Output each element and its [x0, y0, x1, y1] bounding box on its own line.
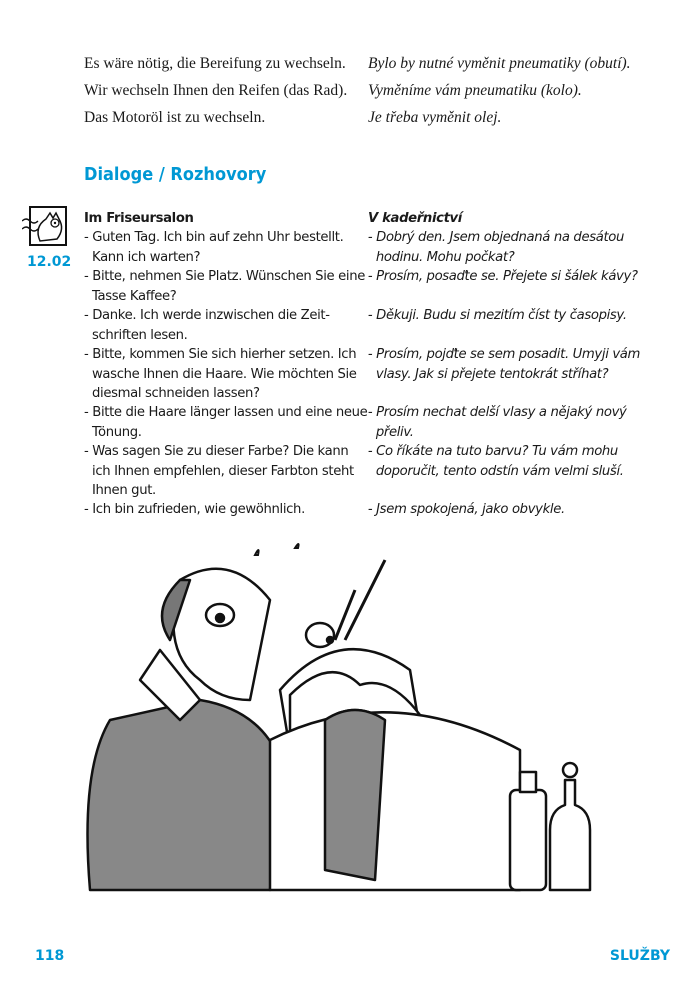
line-de: - Ich bin zufrieden, wie gewöhnlich. — [84, 502, 305, 517]
line-de: - Danke. Ich werde inzwischen die Zeitschriften lesen. — [84, 308, 330, 343]
dialog-row — [84, 345, 644, 403]
dialog-row — [84, 442, 644, 500]
line-de: - Bitte die Haare länger lassen und eine neue Tönung. — [84, 405, 368, 440]
phrase-de: Das Motoröl ist zu wechseln. — [84, 109, 266, 126]
line-cz: - Prosím, pojďte se sem posadit. Umyji vám vlasy. Jak si přejete tentokrát stříhat? — [367, 347, 641, 382]
phrase-cz: Vyměníme vám pneumatiku (kolo). — [368, 82, 582, 99]
line-de: - Bitte, nehmen Sie Platz. Wünschen Sie eine Tasse Kaffee? — [84, 269, 365, 304]
audio-listen-icon[interactable] — [22, 205, 70, 249]
hairdresser-illustration — [80, 540, 620, 900]
page-number: 118 — [35, 948, 65, 964]
section-name: SLUŽBY — [609, 948, 670, 964]
line-cz: - Prosím, posaďte se. Přejete si šálek kávy? — [367, 269, 638, 284]
dialog-title-cz: V kadeřnictví — [368, 210, 462, 226]
phrase-de: Es wäre nötig, die Bereifung zu wechseln. — [84, 55, 346, 72]
line-cz: - Co říkáte na tuto barvu? Tu vám mohu doporučit, tento odstín vám velmi sluší. — [367, 444, 624, 479]
dialog-row — [84, 228, 644, 267]
phrase-cz: Bylo by nutné vyměnit pneumatiky (obutí). — [368, 55, 631, 72]
line-cz: - Děkuji. Budu si mezitím číst ty časopisy. — [367, 308, 627, 323]
dialog-row — [84, 500, 644, 520]
dialog-title-de: Im Friseursalon — [84, 210, 194, 226]
track-number: 12.02 — [27, 254, 72, 270]
dialog-row — [84, 403, 644, 442]
phrase-cz: Je třeba vyměnit olej. — [368, 109, 502, 126]
phrase-de: Wir wechseln Ihnen den Reifen (das Rad). — [84, 82, 348, 99]
line-cz: - Jsem spokojená, jako obvykle. — [367, 502, 565, 517]
line-cz: - Prosím nechat delší vlasy a nějaký nový přeliv. — [367, 405, 627, 440]
dialog-row — [84, 267, 644, 306]
line-de: - Was sagen Sie zu dieser Farbe? Die kann ich Ihnen empfehlen, dieser Farbton steht Ihnen gut. — [84, 444, 354, 498]
section-title: Dialoge / Rozhovory — [84, 164, 267, 185]
dialog-header — [84, 203, 644, 228]
dialog — [84, 203, 644, 520]
line-cz: - Dobrý den. Jsem objednaná na desátou hodinu. Mohu počkat? — [367, 230, 625, 265]
line-de: - Bitte, kommen Sie sich hierher setzen. Ich wasche Ihnen die Haare. Wie möchten Sie diesmal schneiden lassen? — [84, 347, 357, 401]
line-de: - Guten Tag. Ich bin auf zehn Uhr bestellt. Kann ich warten? — [84, 230, 344, 265]
dialog-row — [84, 306, 644, 345]
